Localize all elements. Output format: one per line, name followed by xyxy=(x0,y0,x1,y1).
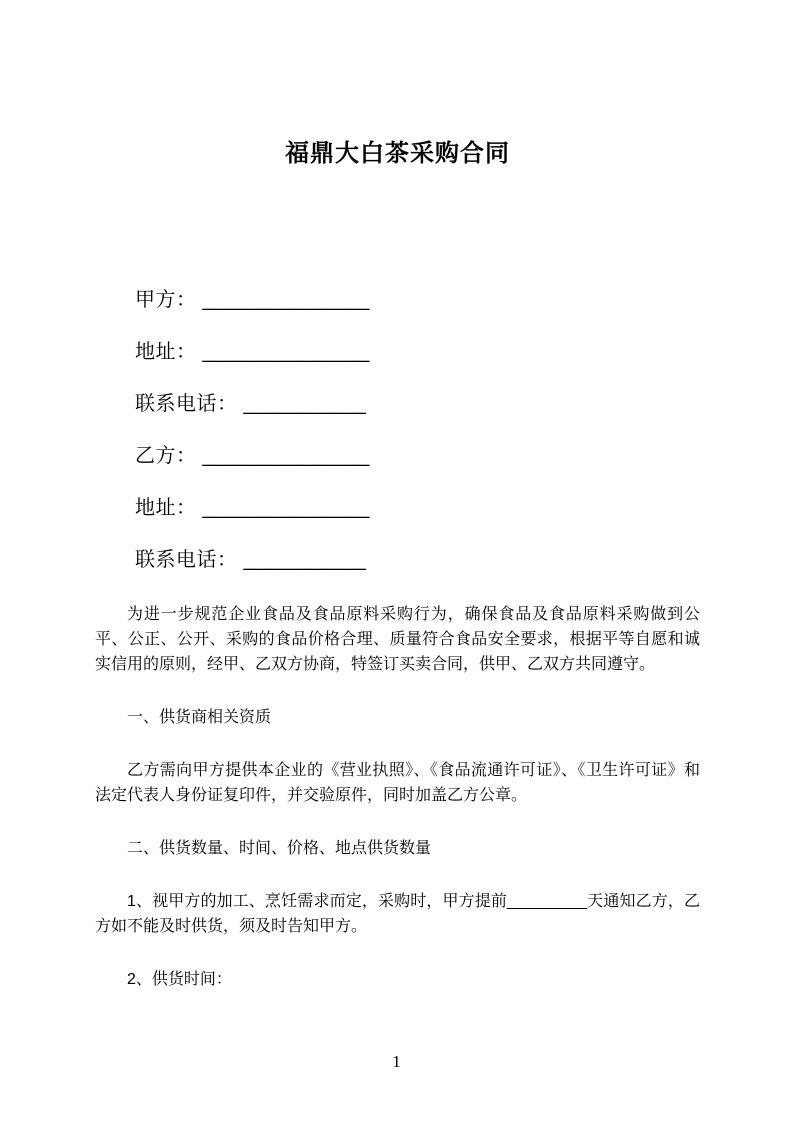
field-row-party-b-address xyxy=(95,482,700,534)
party-a-address-blank-line: _______________ xyxy=(202,341,370,363)
field-row-party-a-address xyxy=(95,326,700,378)
section-2-item-2: 2、供货时间： xyxy=(127,971,232,988)
field-row-party-b-phone xyxy=(95,534,700,586)
document-title: 福鼎大白茶采购合同 xyxy=(285,140,510,167)
section-2-heading: 二、供货数量、时间、价格、地点供货数量 xyxy=(127,840,432,857)
party-a-phone-blank-line: ___________ xyxy=(243,393,366,415)
party-b-label: 乙方： xyxy=(135,445,197,467)
section-1-heading: 一、供货商相关资质 xyxy=(127,709,272,726)
party-b-address-blank-line: _______________ xyxy=(202,497,370,519)
field-row-party-b xyxy=(95,430,700,482)
party-b-phone-label: 联系电话： xyxy=(135,549,238,571)
party-info-fields xyxy=(95,274,700,586)
party-b-phone-blank-line: ___________ xyxy=(243,549,366,571)
section-2-item-1: 1、视甲方的加工、烹饪需求而定，采购时，甲方提前_________天通知乙方，乙方如不能及时供货，须及时告知甲方。 xyxy=(95,893,700,935)
party-a-address-label: 地址： xyxy=(135,341,197,363)
intro-paragraph: 为进一步规范企业食品及食品原料采购行为，确保食品及食品原料采购做到公平、公正、公开、采购的食品价格合理、质量符合食品安全要求，根据平等自愿和诚实信用的原则，经甲、乙双方协商，特签订买卖合同，供甲、乙双方共同遵守。 xyxy=(95,606,700,673)
page-number: 1 xyxy=(392,1052,401,1071)
party-a-phone-label: 联系电话： xyxy=(135,393,238,415)
field-row-party-a-phone xyxy=(95,378,700,430)
field-row-party-a xyxy=(95,274,700,326)
section-1-body: 乙方需向甲方提供本企业的《营业执照》、《食品流通许可证》、《卫生许可证》和法定代表人身份证复印件，并交验原件，同时加盖乙方公章。 xyxy=(95,762,700,804)
party-b-address-label: 地址： xyxy=(135,497,197,519)
party-a-blank-line: _______________ xyxy=(202,289,370,311)
party-b-blank-line: _______________ xyxy=(202,445,370,467)
party-a-label: 甲方： xyxy=(135,289,197,311)
